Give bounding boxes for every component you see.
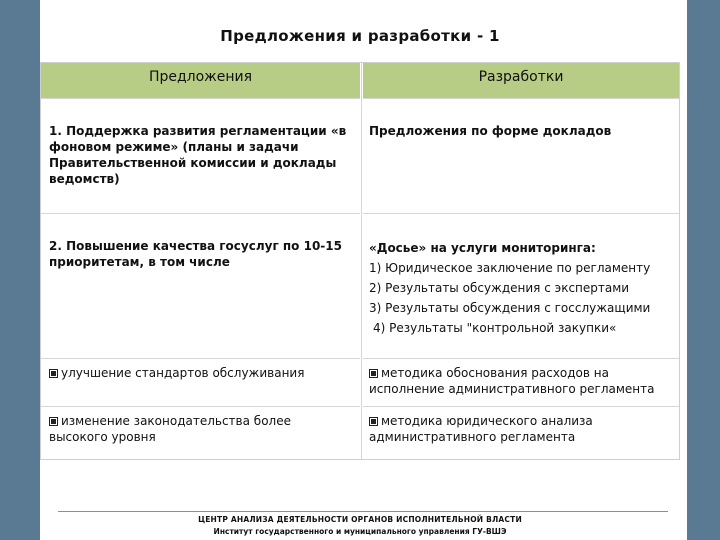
row-1-left-text: 1. Поддержка развития регламентации «в фоновом режиме» (планы и задачи Правительственной комиссии и доклады ведомств) <box>49 124 347 186</box>
page-title: Предложения и разработки - 1 <box>220 27 500 45</box>
dossier-item-1: 1) Юридическое заключение по регламенту <box>369 261 651 275</box>
table-row-3-left <box>41 358 360 406</box>
table-row-4-left <box>41 406 360 459</box>
row-4-left-text: изменение законодательства более высокого уровня <box>49 414 291 444</box>
dossier-heading: «Досье» на услуги мониторинга: <box>369 241 596 255</box>
row-3-right-text: методика обоснования расходов на исполнение административного регламента <box>369 366 655 396</box>
table-row-2-right <box>363 213 679 358</box>
row-1-right-text: Предложения по форме докладов <box>369 124 612 138</box>
table-row-1-left <box>41 98 360 213</box>
table-row-2-left <box>41 213 360 358</box>
right-decor-bar <box>687 0 720 540</box>
footer-institute: Институт государственного и муниципального управления ГУ-ВШЭ <box>213 527 507 536</box>
table-row-4-right <box>363 406 679 459</box>
checkbox-bullet-icon <box>369 417 378 426</box>
dossier-item-4: 4) Результаты "контрольной закупки« <box>373 321 617 335</box>
table-row-3-right <box>363 358 679 406</box>
footer-divider <box>58 511 668 512</box>
proposals-table <box>40 62 680 460</box>
left-decor-bar <box>0 0 40 540</box>
checkbox-bullet-icon <box>369 369 378 378</box>
dossier-item-3: 3) Результаты обсуждения с госслужащими <box>369 301 651 315</box>
checkbox-bullet-icon <box>49 417 58 426</box>
row-3-left-text: улучшение стандартов обслуживания <box>61 366 305 380</box>
row-2-left-text: 2. Повышение качества госуслуг по 10-15 приоритетам, в том числе <box>49 239 342 269</box>
header-proposals: Предложения <box>41 63 360 98</box>
row-4-right-text: методика юридического анализа административного регламента <box>369 414 593 444</box>
dossier-item-2: 2) Результаты обсуждения с экспертами <box>369 281 630 295</box>
footer-org-name: ЦЕНТР АНАЛИЗА ДЕЯТЕЛЬНОСТИ ОРГАНОВ ИСПОЛНИТЕЛЬНОЙ ВЛАСТИ <box>198 515 522 524</box>
checkbox-bullet-icon <box>49 369 58 378</box>
header-developments: Разработки <box>363 63 679 98</box>
column-divider <box>361 63 362 459</box>
table-row-1-right <box>363 98 679 213</box>
